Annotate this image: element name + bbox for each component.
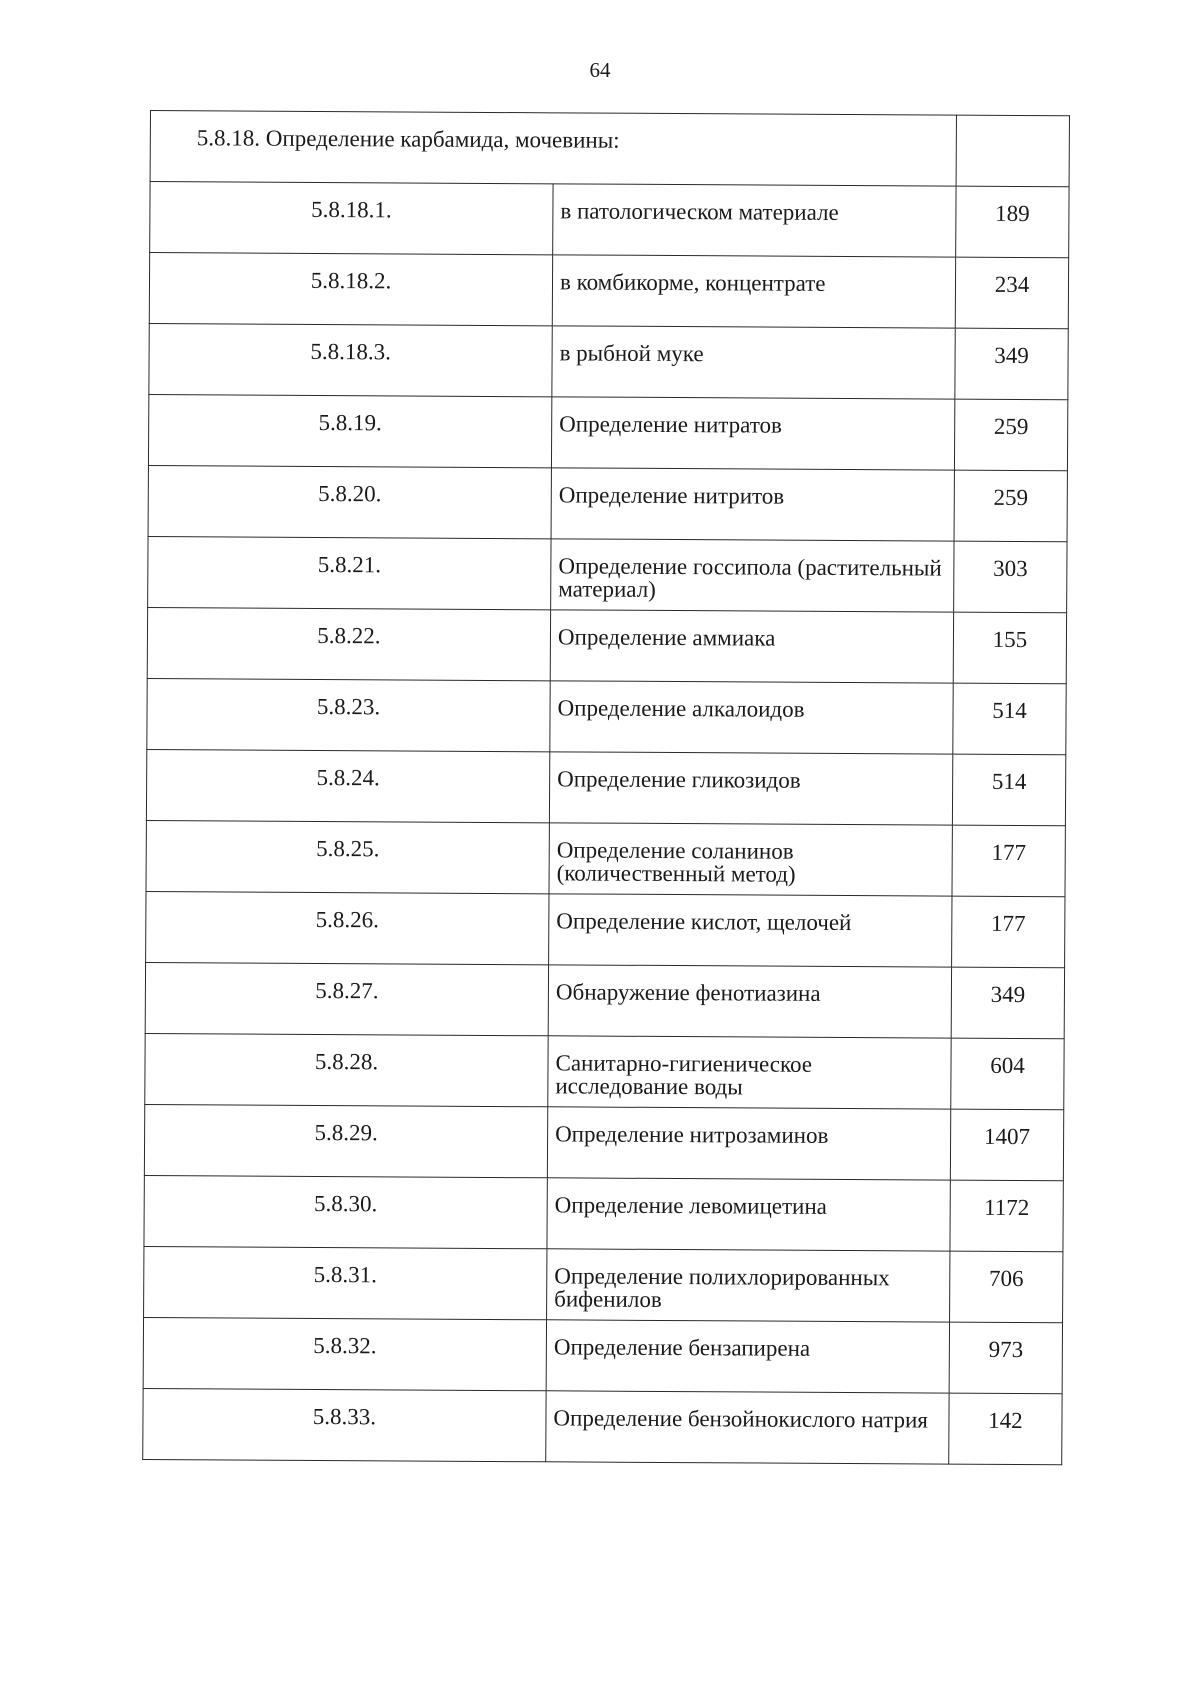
item-code: 5.8.22. [317, 622, 381, 649]
table-row [145, 1033, 1064, 1109]
item-code: 5.8.18.1. [311, 196, 392, 223]
item-code-cell [147, 678, 550, 751]
item-name: Определение бензойнокислого натрия [553, 1405, 928, 1433]
item-code-cell [143, 1317, 546, 1390]
item-code-cell [143, 1388, 546, 1461]
item-price: 142 [988, 1407, 1023, 1434]
item-code-cell [147, 607, 550, 680]
item-name-cell [551, 397, 954, 470]
item-name: Определение левомицетина [554, 1192, 827, 1219]
item-price-cell [952, 825, 1065, 897]
table-row [146, 749, 1065, 825]
table-row [146, 891, 1065, 967]
table-row [150, 182, 1069, 258]
table-row [143, 1317, 1062, 1393]
item-code: 5.8.32. [313, 1332, 377, 1359]
item-price-cell [951, 1038, 1064, 1110]
item-price-cell [951, 967, 1064, 1039]
item-code-cell [149, 323, 552, 396]
item-name-cell [549, 823, 952, 896]
table-header-row [150, 111, 1069, 187]
item-code: 5.8.26. [315, 906, 380, 933]
item-name-cell [552, 255, 955, 328]
item-name-cell [551, 468, 954, 541]
item-name-cell [546, 1320, 949, 1393]
table-row [144, 1246, 1063, 1322]
item-code-cell [150, 182, 553, 255]
item-name: Определение госсипола (растительный материал) [558, 553, 942, 602]
table-row [148, 394, 1067, 470]
item-name-cell [550, 681, 953, 754]
item-price: 259 [993, 413, 1029, 440]
item-price-cell [949, 1393, 1062, 1465]
table-row [147, 678, 1066, 754]
item-price-cell [952, 896, 1065, 968]
item-price-cell [952, 754, 1065, 826]
table-row [143, 1388, 1062, 1464]
item-code: 5.8.21. [317, 551, 382, 578]
section-title-cell [150, 111, 956, 187]
item-price-cell [950, 1109, 1063, 1181]
item-code-cell [146, 891, 549, 964]
item-price: 1407 [984, 1123, 1031, 1150]
item-price-cell [954, 470, 1067, 542]
item-name: Определение гликозидов [557, 766, 801, 793]
table-row [146, 820, 1065, 896]
item-code: 5.8.27. [315, 977, 379, 1004]
item-name: в комбикорме, концентрате [559, 269, 826, 296]
item-price: 514 [991, 768, 1027, 795]
item-name-cell [552, 326, 955, 399]
item-code-cell [145, 1033, 548, 1106]
table-row [148, 536, 1067, 612]
item-name: Определение нитратов [559, 411, 782, 438]
item-price: 234 [994, 271, 1030, 298]
table-row [147, 607, 1066, 683]
item-code-cell [148, 394, 551, 467]
item-name: в рыбной муке [559, 340, 704, 367]
table-row [148, 465, 1067, 541]
item-price-cell [954, 399, 1067, 471]
item-name: Определение нитритов [558, 482, 785, 509]
item-name: в патологическом материале [560, 198, 839, 225]
item-name: Определение нитрозаминов [555, 1121, 829, 1148]
item-price-cell [954, 541, 1067, 613]
item-name: Определение кислот, щелочей [556, 908, 852, 936]
item-price: 1172 [984, 1194, 1030, 1221]
section-price-cell [956, 115, 1069, 187]
item-code-cell [144, 1246, 547, 1319]
item-price: 514 [992, 697, 1027, 724]
item-code: 5.8.29. [314, 1119, 378, 1146]
item-name: Определение аммиака [557, 624, 776, 651]
item-price: 349 [990, 981, 1026, 1008]
item-name-cell [548, 1036, 951, 1109]
item-name: Определение полихлорированных бифенилов [554, 1263, 890, 1312]
item-price-cell [950, 1251, 1063, 1323]
table-row [149, 323, 1068, 399]
item-price-cell [950, 1180, 1063, 1252]
item-code-cell [146, 820, 549, 893]
price-table [142, 110, 1070, 1465]
item-price: 189 [995, 200, 1030, 227]
item-code: 5.8.20. [318, 480, 382, 507]
item-code: 5.8.25. [316, 835, 380, 862]
item-price: 155 [992, 626, 1028, 653]
item-price-cell [949, 1322, 1062, 1394]
item-name: Санитарно-гигиеническое исследование воды [555, 1050, 813, 1100]
item-name-cell [553, 184, 956, 257]
item-price: 973 [988, 1336, 1024, 1363]
section-title: 5.8.18. Определение карбамида, мочевины: [196, 125, 620, 153]
item-code: 5.8.24. [316, 764, 380, 791]
table-row [144, 1104, 1063, 1180]
item-code-cell [149, 253, 552, 326]
item-price: 604 [990, 1052, 1025, 1079]
item-name-cell [550, 610, 953, 683]
item-price-cell [956, 186, 1069, 258]
item-name-cell [551, 539, 954, 612]
item-name-cell [547, 1107, 950, 1180]
section-price [957, 116, 1069, 132]
item-name-cell [549, 894, 952, 967]
item-code-cell [148, 465, 551, 538]
item-name-cell [548, 965, 951, 1038]
item-code: 5.8.23. [316, 693, 381, 720]
item-code-cell [144, 1175, 547, 1248]
item-code: 5.8.30. [314, 1190, 378, 1217]
item-name-cell [546, 1391, 949, 1464]
item-name-cell [547, 1249, 950, 1322]
item-code: 5.8.28. [314, 1048, 379, 1075]
item-code: 5.8.31. [313, 1261, 377, 1288]
table-body [143, 111, 1070, 1465]
item-price-cell [953, 612, 1066, 684]
item-price: 349 [994, 342, 1029, 369]
item-code: 5.8.18.2. [310, 267, 392, 294]
item-price-cell [955, 328, 1068, 400]
item-price-cell [955, 257, 1068, 329]
item-price: 177 [991, 839, 1027, 866]
item-name-cell [547, 1178, 950, 1251]
item-price: 259 [993, 484, 1029, 511]
item-code: 5.8.19. [318, 409, 382, 436]
item-code: 5.8.18.3. [310, 338, 391, 365]
item-price: 706 [988, 1265, 1024, 1292]
item-name: Определение бензапирена [553, 1334, 811, 1361]
item-code: 5.8.33. [312, 1403, 377, 1430]
table-row [149, 253, 1068, 329]
item-price: 177 [991, 910, 1026, 937]
item-name: Определение алкалоидов [557, 695, 805, 722]
item-price-cell [953, 683, 1066, 755]
item-code-cell [144, 1104, 547, 1177]
table-row [145, 962, 1064, 1038]
item-name-cell [549, 752, 952, 825]
item-code-cell [146, 749, 549, 822]
item-code-cell [148, 536, 551, 609]
page-number: 64 [589, 58, 611, 82]
item-price: 303 [993, 555, 1028, 582]
table-row [144, 1175, 1063, 1251]
item-name: Обнаружение фенотиазина [555, 979, 821, 1006]
item-code-cell [145, 962, 548, 1035]
item-name: Определение соланинов (количественный метод) [556, 837, 796, 887]
